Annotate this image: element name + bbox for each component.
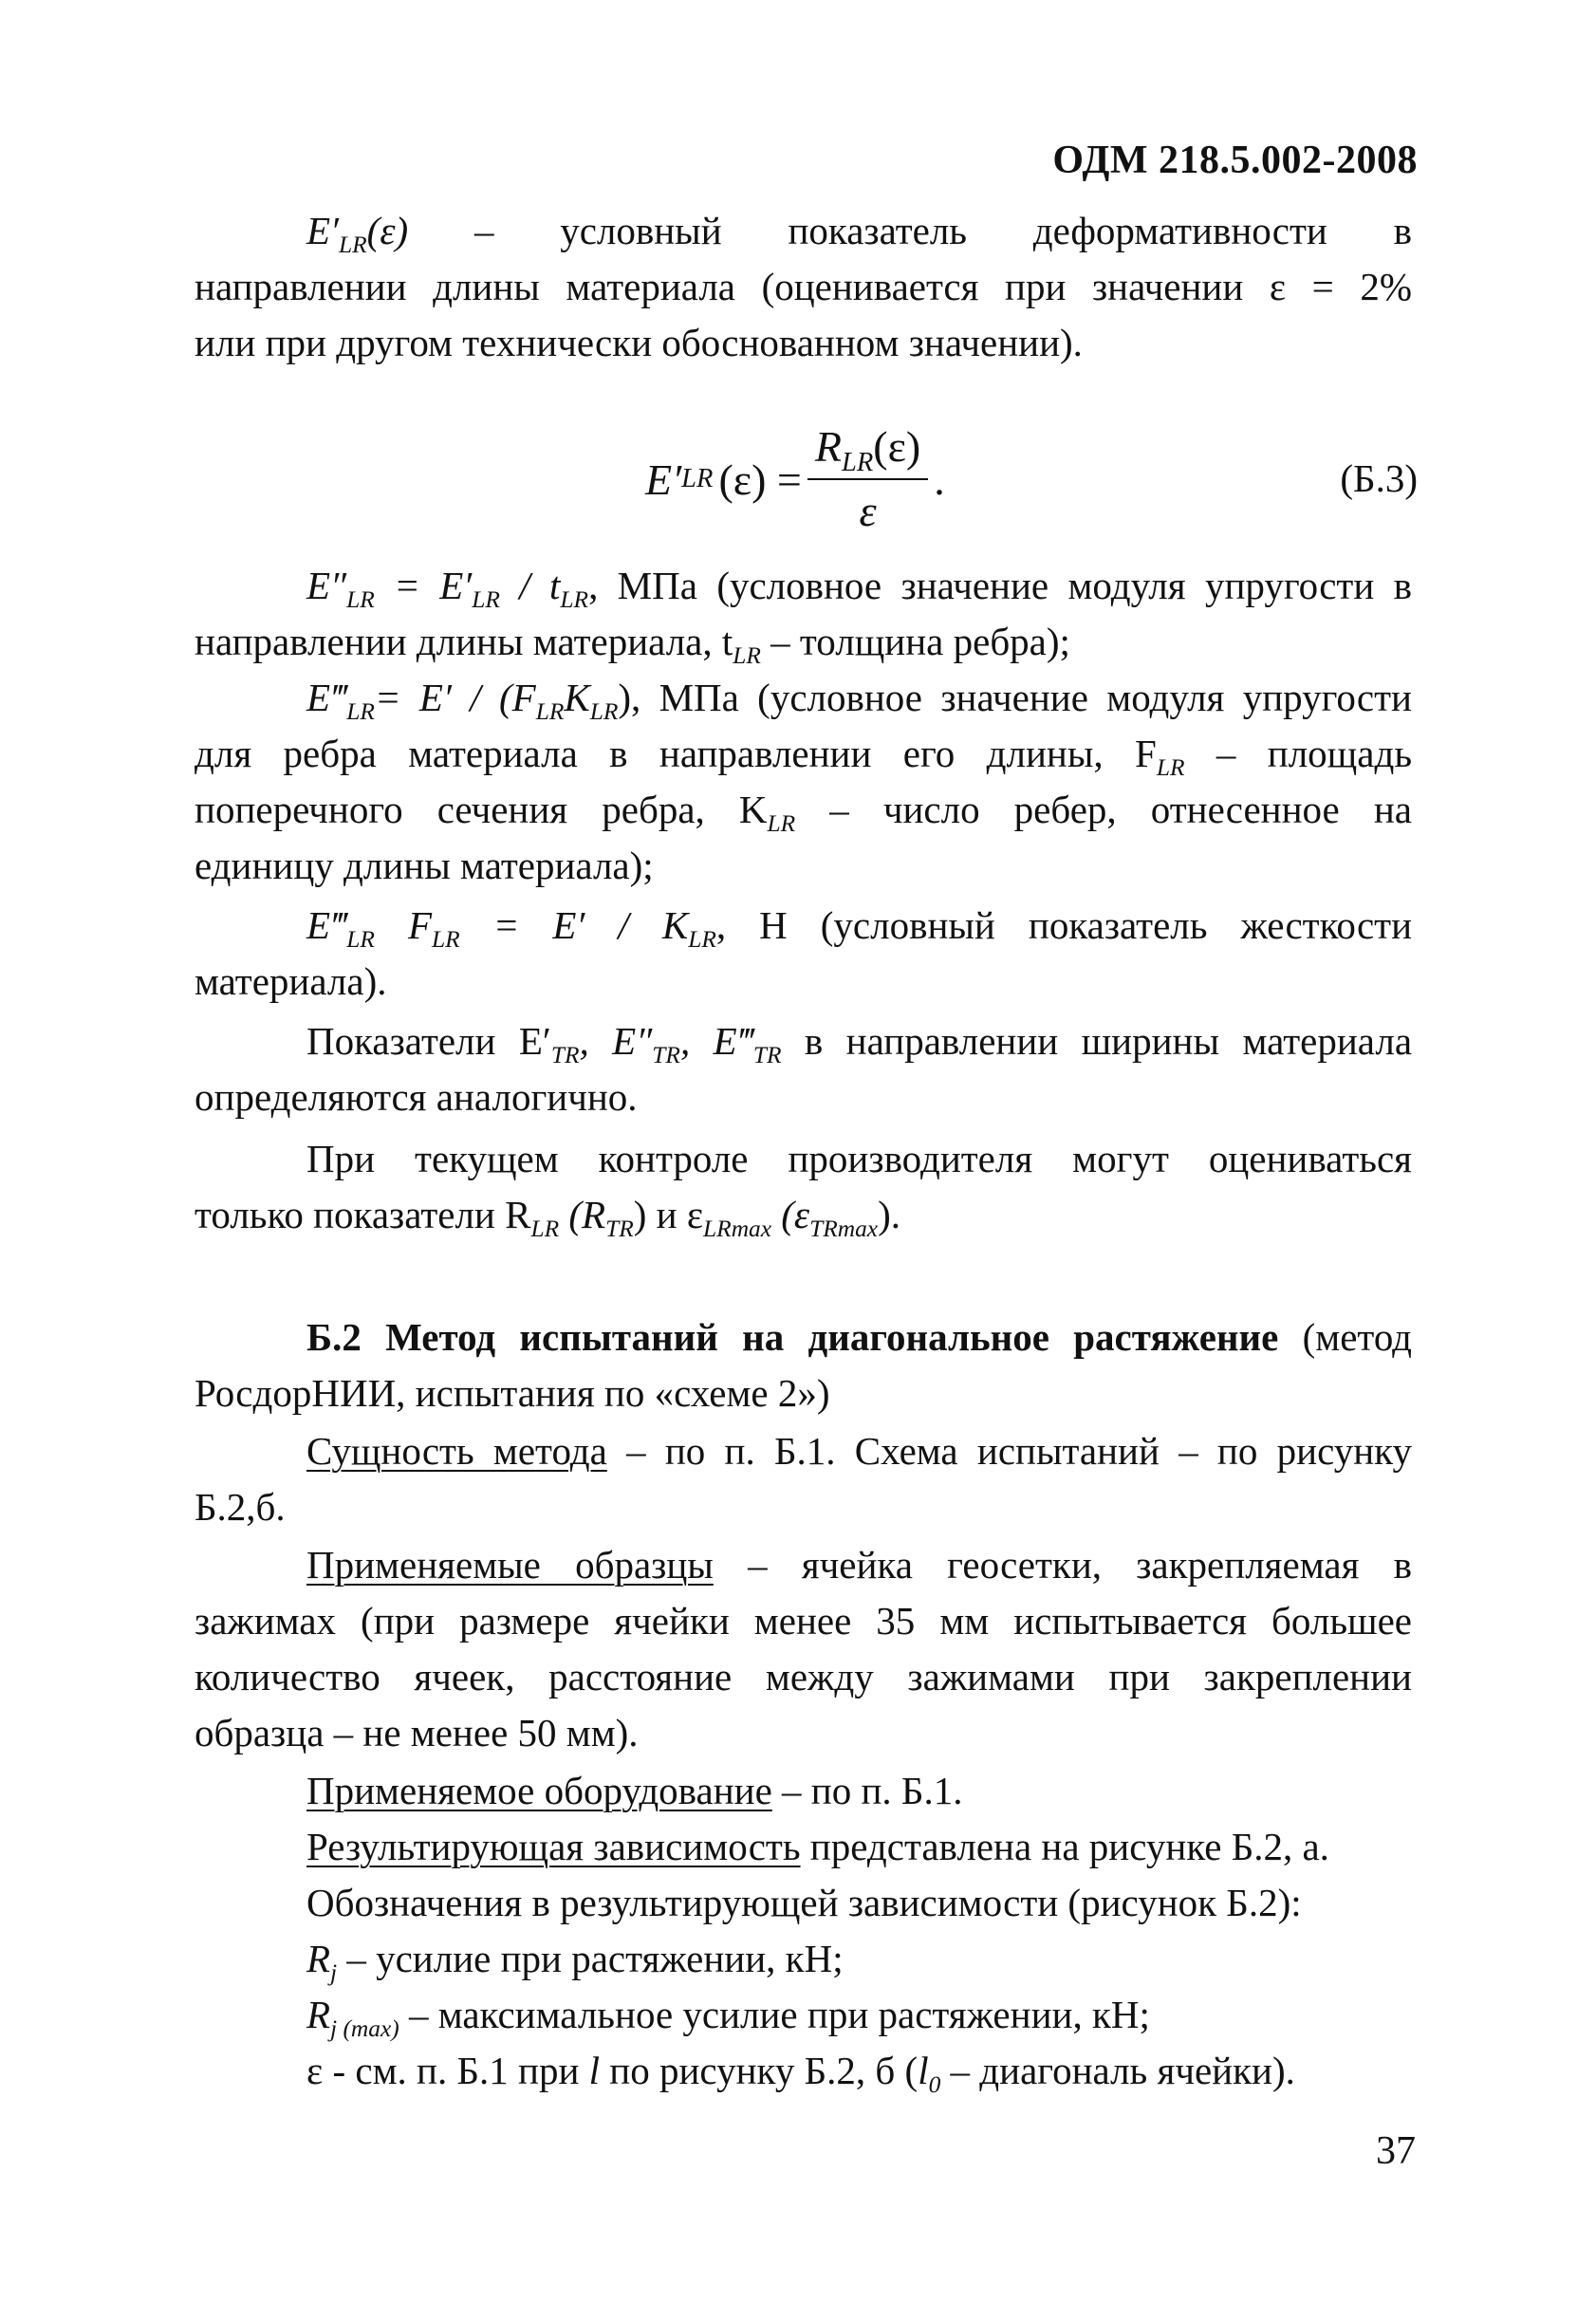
equipment-line: Применяемое оборудование – по п. Б.1. [306,1769,963,1812]
result-dependency-line: Результирующая зависимость представлена на рисунке Б.2, а. [306,1825,1329,1868]
definition-e-triple-prime-line-1: $E‴_{LR}= E' / (F_{LR}K_{LR})$, МПа (условное значение модуля упругости [306,676,1412,725]
rjmax-definition: $R_{j (max)}$ – максимальное усилие при растяжении, кН; [306,1993,1150,2042]
definition-e-prime-line-3: или при другом технически обоснованном значении). [195,321,1083,364]
definition-e-triple-prime-line-4: единицу длины материала); [195,844,654,887]
notation-line: Обозначения в результирующей зависимости (рисунок Б.2): [306,1881,1302,1924]
rj-definition: $R_j$ – усилие при растяжении, кН; [306,1937,844,1986]
definition-stiffness-line-2: материала). [195,959,387,1003]
samples-line-3: количество ячеек, расстояние между зажимами при закреплении [195,1655,1412,1699]
definition-e-double-prime-line-1: $E''_{LR} = E'_{LR} / t_{LR}$, МПа (условное значение модуля упругости в [306,564,1412,613]
definition-e-triple-prime-line-2: для ребра материала в направлении его длины, $F_{LR}$ – площадь [195,732,1413,781]
definition-stiffness-line-1: $E‴_{LR}$ $F_{LR} = E' / K_{LR}$, Н (условный показатель жесткости [306,903,1413,953]
essence-line-1: Сущность метода – по п. Б.1. Схема испытаний – по рисунку [306,1429,1413,1473]
page-number: 37 [1376,2129,1416,2173]
current-control-line-1: При текущем контроле производителя могут оцениваться [306,1137,1412,1180]
formula-fraction: $\frac{R_{LR}(\varepsilon)}{\varepsilon}$ [807,419,928,539]
formula-number: (Б.3) [1340,456,1418,500]
samples-line-1: Применяемые образцы – ячейка геосетки, закрепляемая в [306,1543,1412,1587]
definition-e-triple-prime-line-3: поперечного сечения ребра, $K_{LR}$ – число ребер, отнесенное на [195,788,1413,837]
section-b2-title-line-1: Б.2 Метод испытаний на диагональное растяжение (метод [306,1315,1412,1359]
current-control-line-2: только показатели $R_{LR}$ $(R_{TR})$ и $\varepsilon_{LRmax}$ $(\varepsilon_{TRmax})$. [195,1193,900,1242]
samples-line-4: образца – не менее 50 мм). [195,1711,639,1754]
samples-line-2: зажимах (при размере ячейки менее 35 мм испытывается большее [195,1599,1412,1643]
width-indicators-line-2: определяются аналогично. [195,1075,638,1119]
section-b2-title-line-2: РосдорНИИ, испытания по «схеме 2») [195,1371,830,1415]
formula-b3: E′ LR (ε) = $\frac{R_{LR}(\varepsilon)}{\varepsilon}$ . [645,408,945,550]
definition-e-prime-line-2: направлении длины материала (оценивается при значении ε = 2% [195,265,1412,308]
definition-e-double-prime-line-2: направлении длины материала, $t_{LR}$ – толщина ребра); [195,620,1070,669]
epsilon-definition: ε - см. п. Б.1 при l по рисунку Б.2, б ($l_0$ – диагональ ячейки). [306,2049,1295,2098]
essence-line-2: Б.2,б. [195,1485,286,1529]
width-indicators-line-1: Показатели $E'_{TR}$, $E''_{TR}$, $E‴_{TR}$ в направлении ширины материала [306,1019,1413,1068]
document-code-header: ОДМ 218.5.002-2008 [1052,139,1418,182]
definition-e-prime-line-1: $E'_{LR}(\varepsilon)$ – условный показатель деформативности в [306,209,1412,258]
